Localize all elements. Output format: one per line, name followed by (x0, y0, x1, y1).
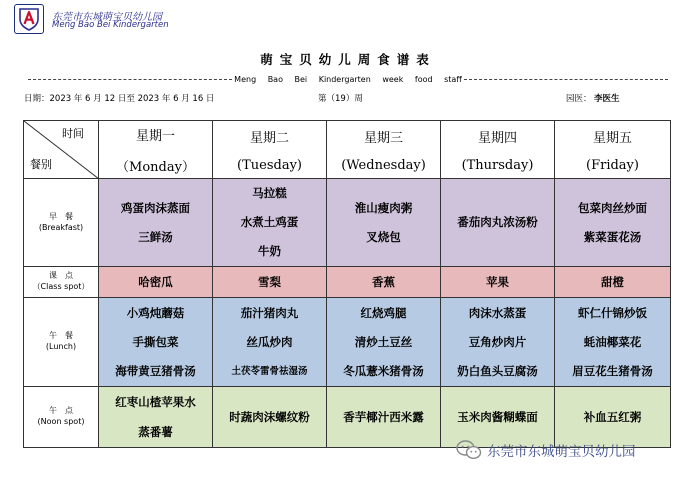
header-row (24, 121, 671, 179)
menu-item: 玉米肉酱糊蝶面 (457, 410, 538, 424)
day-header-tue: 星期二 (Tuesday) (213, 121, 327, 179)
menu-cell (555, 387, 671, 448)
menu-cell (213, 267, 327, 298)
wechat-watermark (456, 440, 636, 460)
menu-item: 哈密瓜 (138, 275, 173, 289)
menu-cell (327, 267, 441, 298)
menu-item: 三鲜汤 (138, 229, 173, 244)
menu-item: 时蔬肉沫螺纹粉 (229, 410, 310, 424)
menu-item: 紫菜蛋花汤 (583, 229, 642, 244)
menu-cell (441, 267, 555, 298)
menu-item: 丝瓜炒肉 (246, 334, 293, 349)
noon-spot-row (24, 387, 671, 448)
menu-cell (441, 298, 555, 387)
menu-item: 冬瓜薏米猪骨汤 (343, 363, 424, 378)
menu-item: 番茄肉丸浓汤粉 (457, 215, 538, 229)
school-logo-icon (14, 4, 44, 34)
corner-time-label: 时间 (62, 127, 84, 140)
corner-cell (24, 121, 99, 179)
menu-item: 淮山瘦肉粥 (354, 200, 413, 215)
menu-item: 海带黄豆猪骨汤 (115, 363, 196, 378)
menu-cell (213, 179, 327, 267)
day-header-wed: 星期三 (Wednesday) (327, 121, 441, 179)
menu-item: 蚝油椰菜花 (583, 334, 642, 349)
meal-label-breakfast: 早餐 (Breakfast) (24, 179, 99, 267)
reviewer-label: 园医： (566, 94, 592, 104)
menu-item: 肉沫水蒸蛋 (468, 305, 527, 320)
menu-item: 雪梨 (258, 275, 281, 289)
menu-item: 叉烧包 (366, 229, 401, 244)
subtitle-line (28, 73, 668, 85)
menu-item: 虾仁什锦炒饭 (578, 305, 647, 320)
menu-cell (327, 298, 441, 387)
menu-cell (327, 179, 441, 267)
breakfast-row (24, 179, 671, 267)
menu-item: 红烧鸡腿 (360, 305, 407, 320)
menu-item: 水煮土鸡蛋 (240, 215, 299, 229)
menu-cell (327, 387, 441, 448)
lunch-row (24, 298, 671, 387)
menu-cell (213, 298, 327, 387)
reviewer-name: 李医生 (594, 94, 620, 104)
menu-item: 补血五红粥 (583, 410, 642, 424)
menu-cell (441, 179, 555, 267)
menu-cell (99, 387, 213, 448)
week-number: 第（19）周 (318, 94, 363, 104)
menu-item: 甜橙 (601, 275, 624, 289)
menu-cell (441, 387, 555, 448)
date-range: 日期：2023 年 6 月 12 日至 2023 年 6 月 16 日 (24, 94, 215, 104)
wechat-icon (456, 440, 482, 460)
wechat-account-name: 东莞市东城萌宝贝幼儿园 (487, 444, 636, 460)
menu-item: 牛奶 (258, 244, 281, 258)
menu-item: 包菜肉丝炒面 (578, 200, 647, 215)
menu-item: 马拉糕 (252, 186, 287, 200)
menu-item: 鸡蛋肉沫蒸面 (121, 200, 190, 215)
menu-item: 土茯苓雷骨祛湿汤 (231, 365, 308, 377)
menu-item: 红枣山楂苹果水 (115, 395, 196, 409)
menu-item: 手撕包菜 (132, 334, 179, 349)
menu-cell (213, 387, 327, 448)
menu-item: 眉豆花生猪骨汤 (572, 363, 653, 378)
class-spot-row (24, 267, 671, 298)
menu-item: 清炒土豆丝 (354, 334, 413, 349)
school-name-en: Meng Bao Bei Kindergarten (52, 20, 169, 30)
menu-cell (555, 179, 671, 267)
menu-item: 香芋椰汁西米露 (343, 410, 424, 424)
meal-label-lunch: 午餐 (Lunch) (24, 298, 99, 387)
subtitle: Meng Bao Bei Kindergarten week food staff (234, 74, 462, 84)
page-title: 萌宝贝幼儿周食谱表 (260, 52, 436, 67)
menu-cell (555, 267, 671, 298)
dashed-rule-right (464, 79, 668, 80)
menu-cell (99, 267, 213, 298)
meal-label-noon-spot: 午点 (Noon spot) (24, 387, 99, 448)
menu-item: 苹果 (486, 275, 509, 289)
menu-item: 茄汁猪肉丸 (240, 305, 299, 320)
weekly-menu-table (23, 120, 671, 448)
menu-cell (99, 298, 213, 387)
day-header-mon: 星期一 （Monday） (99, 121, 213, 179)
menu-item: 奶白鱼头豆腐汤 (457, 363, 538, 378)
menu-cell (555, 298, 671, 387)
day-header-thu: 星期四 (Thursday) (441, 121, 555, 179)
dashed-rule-left (28, 79, 232, 80)
corner-meal-label: 餐别 (30, 158, 52, 171)
menu-item: 豆角炒肉片 (468, 334, 527, 349)
school-name-cn: 东莞市东城萌宝贝幼儿园 (52, 12, 162, 23)
menu-cell (99, 179, 213, 267)
menu-item: 小鸡炖蘑菇 (126, 305, 185, 320)
menu-item: 蒸番薯 (138, 425, 173, 439)
menu-item: 香蕉 (372, 275, 395, 289)
meal-label-class-spot: 课点 （Class spot） (24, 267, 99, 298)
day-header-fri: 星期五 (Friday) (555, 121, 671, 179)
